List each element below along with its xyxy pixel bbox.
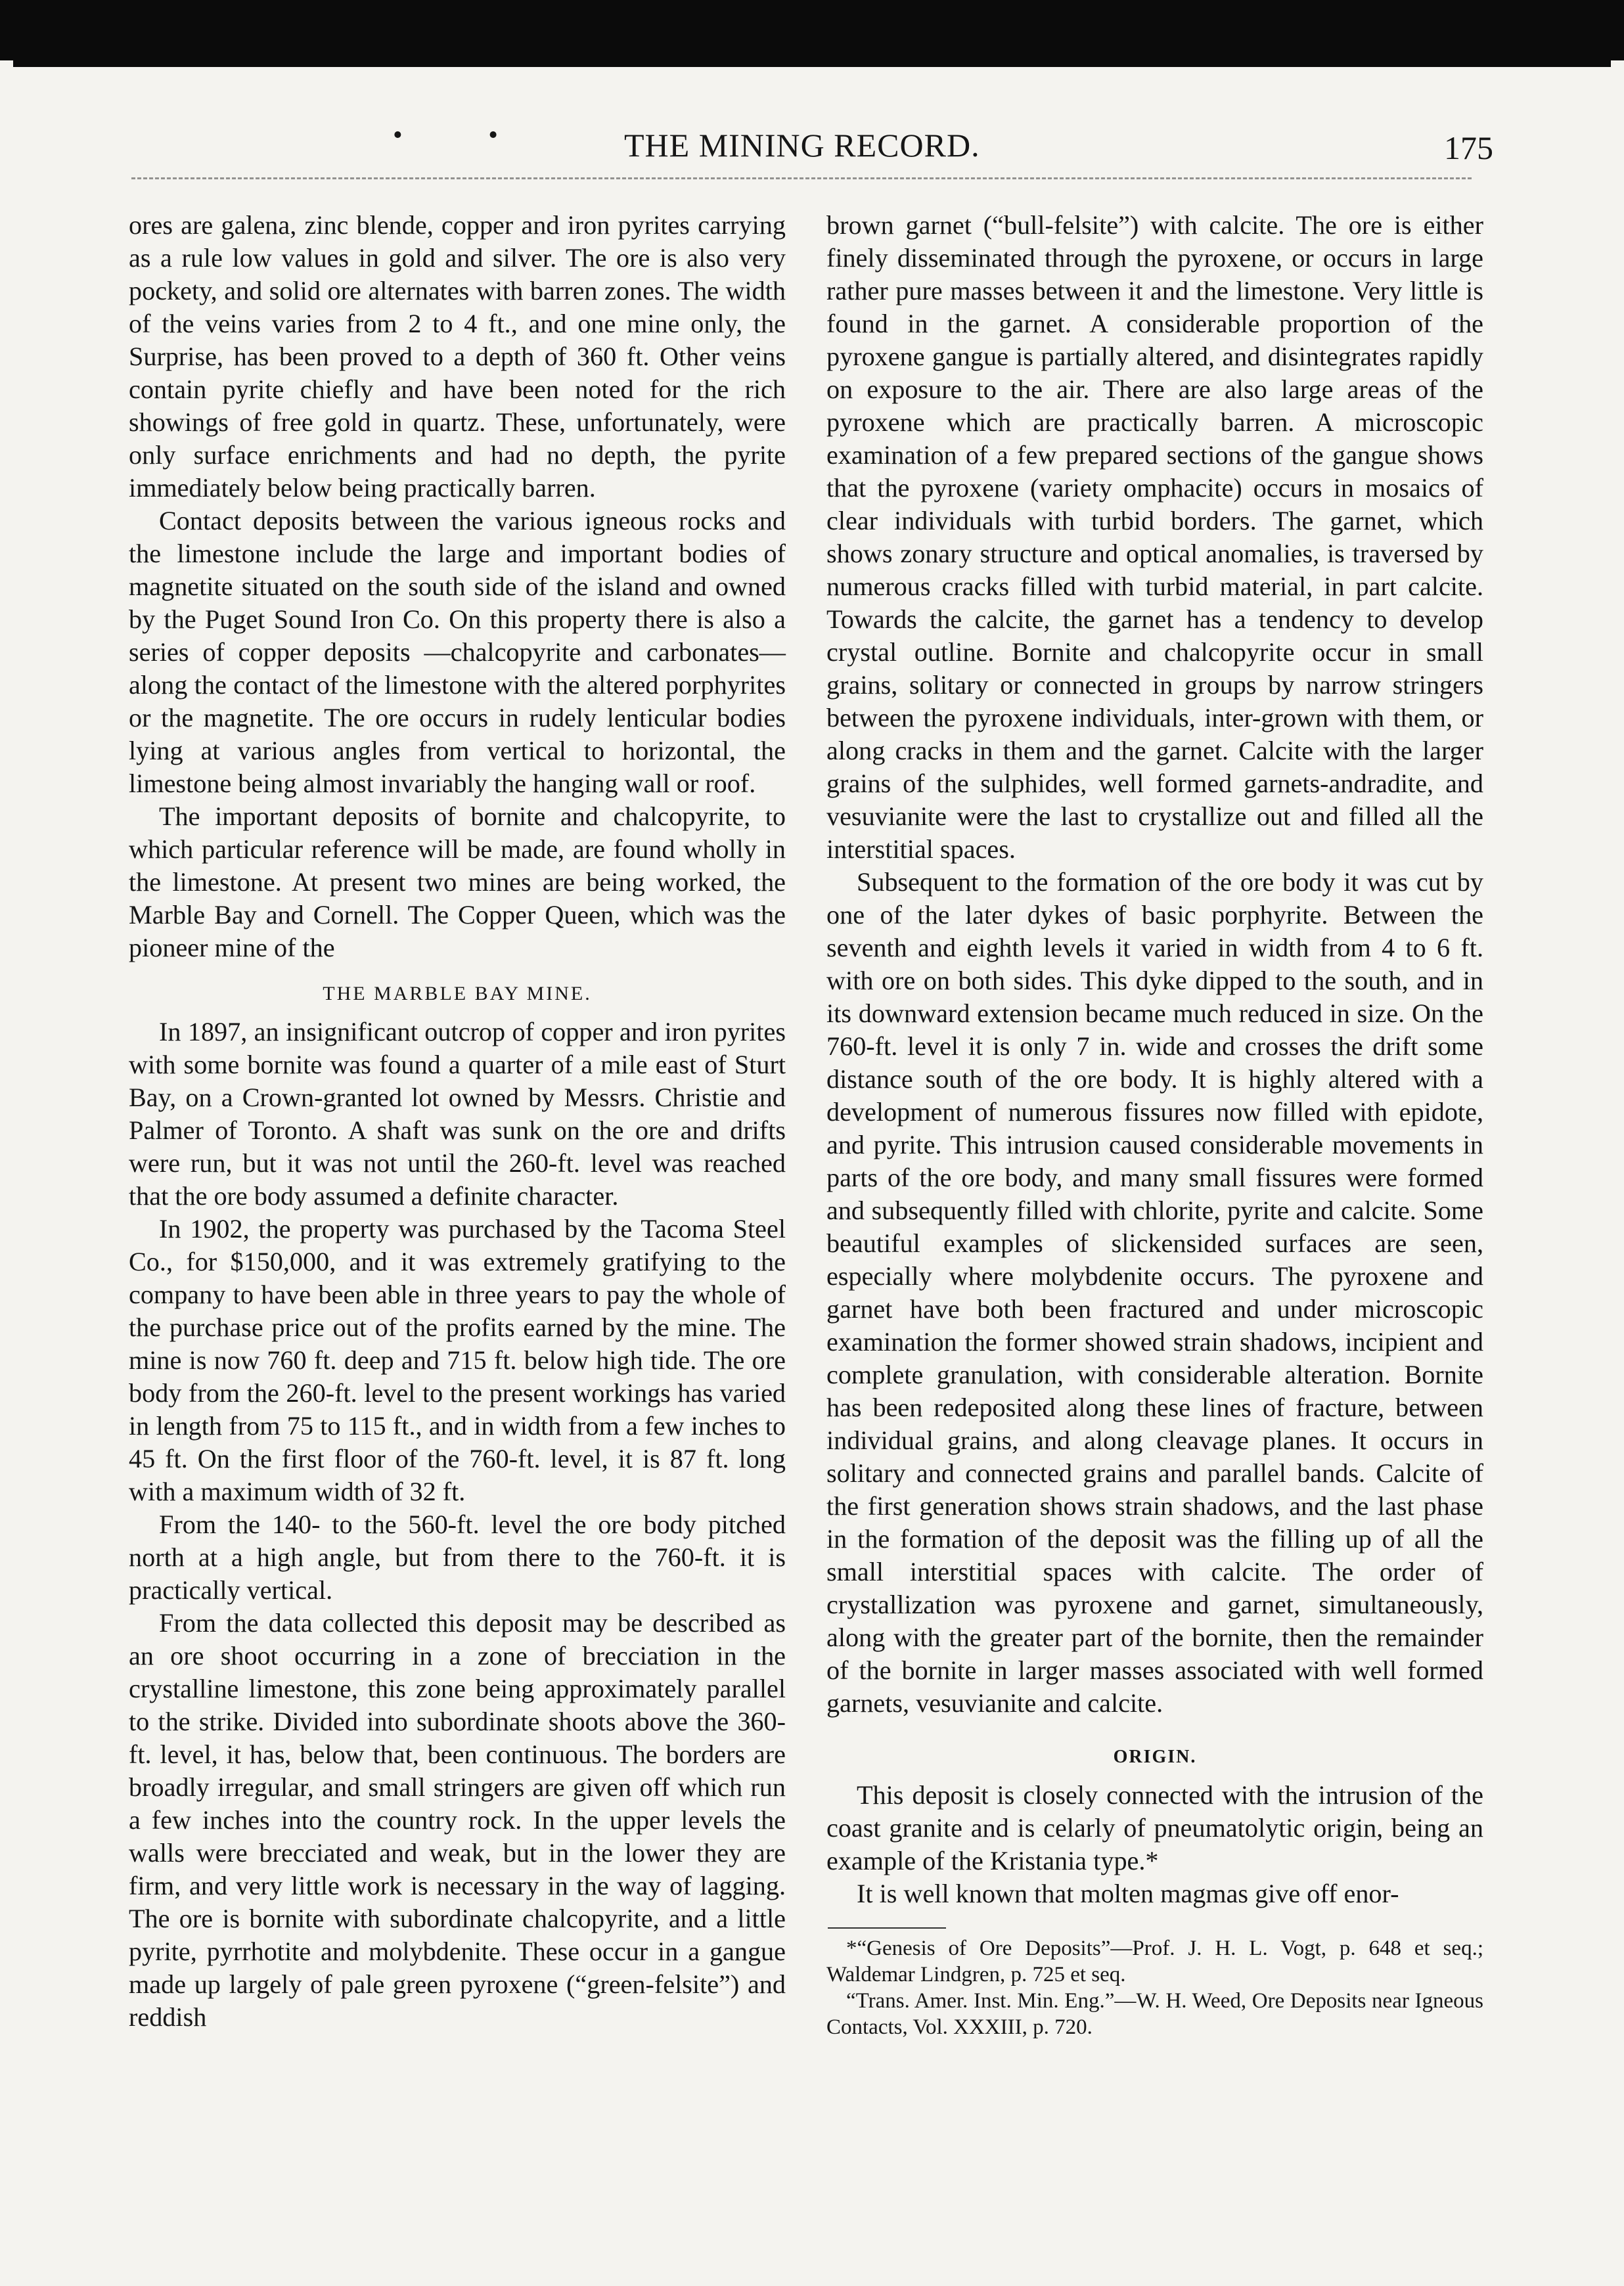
paragraph: brown garnet (“bull-felsite”) with calcite. The ore is either finely disseminated through the pyroxene, or occurs in large rather pure masses between it and the limestone. Very little is found in the garnet. A considerable proportion of the pyroxene gangue is partially altered, and disintegrates rapidly on exposure to the air. There are also large areas of the pyroxene which are practically barren. A microscopic examination of a few prepared sections of the gangue shows that the pyroxene (variety omphacite) occurs in mosaics of clear individuals with turbid borders. The garnet, which shows zonary structure and optical anomalies, is traversed by numerous cracks filled with turbid material, in part calcite. Towards the calcite, the garnet has a tendency to develop crystal outline. Bornite and chalcopyrite occur in small grains, solitary or connected in groups by narrow stringers between the pyroxene individuals, inter-grown with them, or along cracks in them and the garnet. Calcite with the larger grains of the sulphides, well formed garnets-andradite, and vesuvianite were the last to crystallize out and filled all the interstitial spaces.	[826, 210, 1483, 864]
scan-top-edge-shadow	[13, 60, 1611, 67]
header-rule	[131, 177, 1472, 179]
running-head	[0, 120, 1624, 172]
scan-top-edge	[0, 0, 1624, 60]
right-column	[826, 209, 1483, 2040]
footnote-rule	[828, 1927, 946, 1929]
left-column	[129, 209, 786, 2034]
footnote: *“Genesis of Ore Deposits”—Prof. J. H. L. Vogt, p. 648 et seq.; Waldemar Lindgren, p. 725 et seq.	[826, 1937, 1483, 1986]
paragraph: From the data collected this deposit may be described as an ore shoot occurring in a zone of brecciation in the crystalline limestone, this zone being approximately parallel to the strike. Divided into subordinate shoots above the 360-ft. level, it has, below that, been continuous. The borders are broadly irregular, and small stringers are given off which run a few inches into the country rock. In the upper levels the walls were brecciated and weak, but in the lower they are firm, and very little work is necessary in the way of lagging. The ore is bornite with subordinate chalcopyrite, and a little pyrite, pyrrhotite and molybdenite. These occur in a gangue made up largely of pale green pyroxene (“green-felsite”) and reddish	[129, 1608, 786, 2032]
paragraph: From the 140- to the 560-ft. level the ore body pitched north at a high angle, but from there to the 760-ft. it is practically vertical.	[129, 1510, 786, 1605]
paragraph: Subsequent to the formation of the ore body it was cut by one of the later dykes of basic porphyrite. Between the seventh and eighth levels it varied in width from 4 to 6 ft. with ore on both sides. This dyke dipped to the south, and in its downward extension became much reduced in size. On the 760-ft. level it is only 7 in. wide and crosses the drift some distance south of the ore body. It is highly altered with a development of numerous fissures now filled with epidote, and pyrite. This intrusion caused considerable movements in parts of the ore body, and many small fissures were formed and subsequently filled with chlorite, pyrite and calcite. Some beautiful examples of slickensided surfaces are seen, especially where molybdenite occurs. The pyroxene and garnet have both been fractured and under microscopic examination the former showed strain shadows, incipient and complete granulation, with considerable alteration. Bornite has been redeposited along these lines of fracture, between individual grains, and along cleavage planes. It occurs in solitary and connected grains and parallel bands. Calcite of the first generation shows strain shadows, and the last phase in the formation of the deposit was the filling up of all the small interstitial spaces with calcite. The order of crystallization was pyroxene and garnet, simultaneously, along with the greater part of the bornite, then the remainder of the bornite in larger masses associated with well formed garnets, vesuvianite and calcite.	[826, 867, 1483, 1718]
footnote: “Trans. Amer. Inst. Min. Eng.”—W. H. Weed, Ore Deposits near Igneous Contacts, Vol. XXXIII, p. 720.	[826, 1989, 1483, 2039]
paragraph: This deposit is closely connected with the intrusion of the coast granite and is celarly of pneumatolytic origin, being an example of the Kristania type.*	[826, 1780, 1483, 1875]
section-heading: ORIGIN.	[1113, 1747, 1197, 1767]
paragraph: In 1897, an insignificant outcrop of copper and iron pyrites with some bornite was found a quarter of a mile east of Sturt Bay, on a Crown-granted lot owned by Messrs. Christie and Palmer of Toronto. A shaft was sunk on the ore and drifts were run, but it was not until the 260-ft. level was reached that the ore body assumed a definite character.	[129, 1017, 786, 1211]
section-heading: THE MARBLE BAY MINE.	[323, 983, 592, 1004]
paragraph: In 1902, the property was purchased by the Tacoma Steel Co., for $150,000, and it was extremely gratifying to the company to have been able in three years to pay the whole of the purchase price out of the profits earned by the mine. The mine is now 760 ft. deep and 715 ft. below high tide. The ore body from the 260-ft. level to the present workings has varied in length from 75 to 115 ft., and in width from a few inches to 45 ft. On the first floor of the 760-ft. level, it is 87 ft. long with a maximum width of 32 ft.	[129, 1214, 786, 1506]
paragraph: ores are galena, zinc blende, copper and iron pyrites carrying as a rule low values in gold and silver. The ore is also very pockety, and solid ore alternates with barren zones. The width of the veins varies from 2 to 4 ft., and one mine only, the Surprise, has been proved to a depth of 360 ft. Other veins contain pyrite chiefly and have been noted for the rich showings of free gold in quartz. These, unfortunately, were only surface enrichments and had no depth, the pyrite immediately below being practically barren.	[129, 210, 786, 503]
paragraph: Contact deposits between the various igneous rocks and the limestone include the large and important bodies of magnetite situated on the south side of the island and owned by the Puget Sound Iron Co. On this property there is also a series of copper deposits —chalcopyrite and carbonates—along the contact of the limestone with the altered porphyrites or the magnetite. The ore occurs in rudely lenticular bodies lying at various angles from vertical to horizontal, the limestone being almost invariably the hanging wall or roof.	[129, 506, 786, 798]
journal-title: THE MINING RECORD.	[624, 127, 980, 164]
header-ornament: • •	[393, 120, 537, 150]
paragraph: It is well known that molten magmas give off enor-	[857, 1879, 1399, 1908]
page-number: 175	[1444, 129, 1493, 166]
paragraph: The important deposits of bornite and chalcopyrite, to which particular reference will be made, are found wholly in the limestone. At present two mines are being worked, the Marble Bay and Cornell. The Copper Queen, which was the pioneer mine of the	[129, 801, 786, 962]
